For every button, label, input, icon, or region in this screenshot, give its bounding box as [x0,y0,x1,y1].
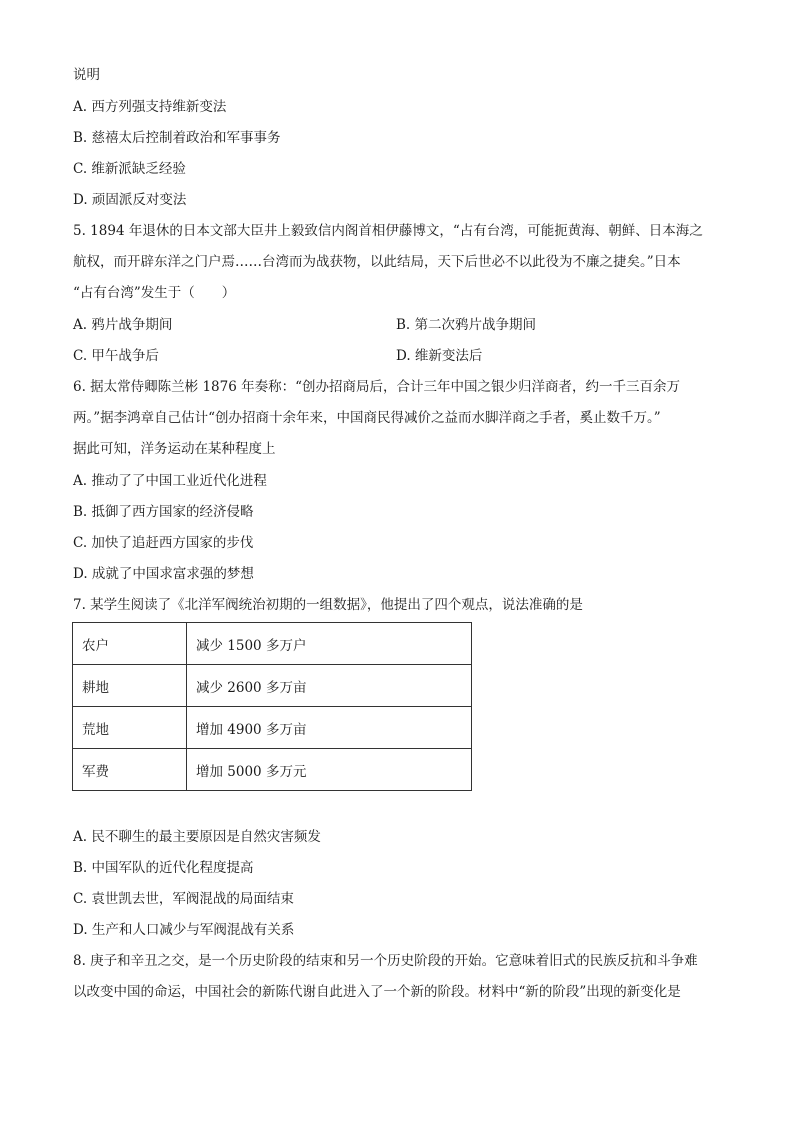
table-cell-value: 减少 1500 多万户 [187,623,472,665]
q6-option-a: A. 推动了了中国工业近代化进程 [73,473,267,489]
q6-stem [73,377,723,470]
q7-option-a: A. 民不聊生的最主要原因是自然灾害频发 [73,829,321,845]
q5-stem [73,221,723,314]
q4-option-a: A. 西方列强支持维新变法 [73,99,227,115]
q7-option-d: D. 生产和人口减少与军阀混战有关系 [73,922,295,938]
q5-option-b: B. 第二次鸦片战争期间 [396,317,537,333]
q6-option-c: C. 加快了追赶西方国家的步伐 [73,535,254,551]
q8-stem [73,951,723,1013]
q5-option-a: A. 鸦片战争期间 [73,317,173,333]
table-cell-item: 耕地 [73,665,187,707]
table-row [73,665,472,707]
continuation-label: 说明 [73,67,100,83]
q8-stem-line: 以改变中国的命运，中国社会的新陈代谢自此进入了一个新的阶段。材料中“新的阶段”出现的新变化是 [73,984,681,1000]
q6-stem-line: 6. 据太常侍卿陈兰彬 1876 年奏称：“创办招商局后，合计三年中国之银少归洋商者，约一千三百余万 [73,379,681,395]
q4-option-d: D. 顽固派反对变法 [73,192,187,208]
q7-option-b: B. 中国军队的近代化程度提高 [73,860,254,876]
q7-option-c: C. 袁世凯去世，军阀混战的局面结束 [73,891,294,907]
q4-option-b: B. 慈禧太后控制着政治和军事事务 [73,130,281,146]
q5-option-c: C. 甲午战争后 [73,348,159,364]
q7-data-table [72,622,472,791]
q5-stem-line: 5. 1894 年退休的日本文部大臣井上毅致信内阁首相伊藤博文，“占有台湾，可能扼黄海、朝鲜、日本海之 [73,223,703,239]
q5-option-d: D. 维新变法后 [396,348,483,364]
q5-stem-line: 航权，而开辟东洋之门户焉……台湾而为战获物，以此结局，天下后世必不以此役为不廉之捷矣。”日本 [73,254,681,270]
q6-option-d: D. 成就了中国求富求强的梦想 [73,566,254,582]
q7-stem: 7. 某学生阅读了《北洋军阀统治初期的一组数据》，他提出了四个观点，说法准确的是 [73,597,583,613]
q6-stem-line: 据此可知，洋务运动在某种程度上 [73,441,276,457]
q6-stem-line: 两。”据李鸿章自己估计“创办招商十余年来，中国商民得减价之益而水脚洋商之手者，奚止数千万。” [73,410,661,426]
q4-option-c: C. 维新派缺乏经验 [73,161,186,177]
table-cell-value: 增加 4900 多万亩 [187,707,472,749]
table-cell-item: 军费 [73,749,187,791]
table-cell-item: 荒地 [73,707,187,749]
table-row [73,749,472,791]
table-row [73,623,472,665]
table-cell-value: 增加 5000 多万元 [187,749,472,791]
table-cell-item: 农户 [73,623,187,665]
q8-stem-line: 8. 庚子和辛丑之交，是一个历史阶段的结束和另一个历史阶段的开始。它意味着旧式的民族反抗和斗争难 [73,953,698,969]
q6-option-b: B. 抵御了西方国家的经济侵略 [73,504,254,520]
table-cell-value: 减少 2600 多万亩 [187,665,472,707]
q5-stem-line: “占有台湾”发生于（ ） [73,285,236,301]
table-row [73,707,472,749]
